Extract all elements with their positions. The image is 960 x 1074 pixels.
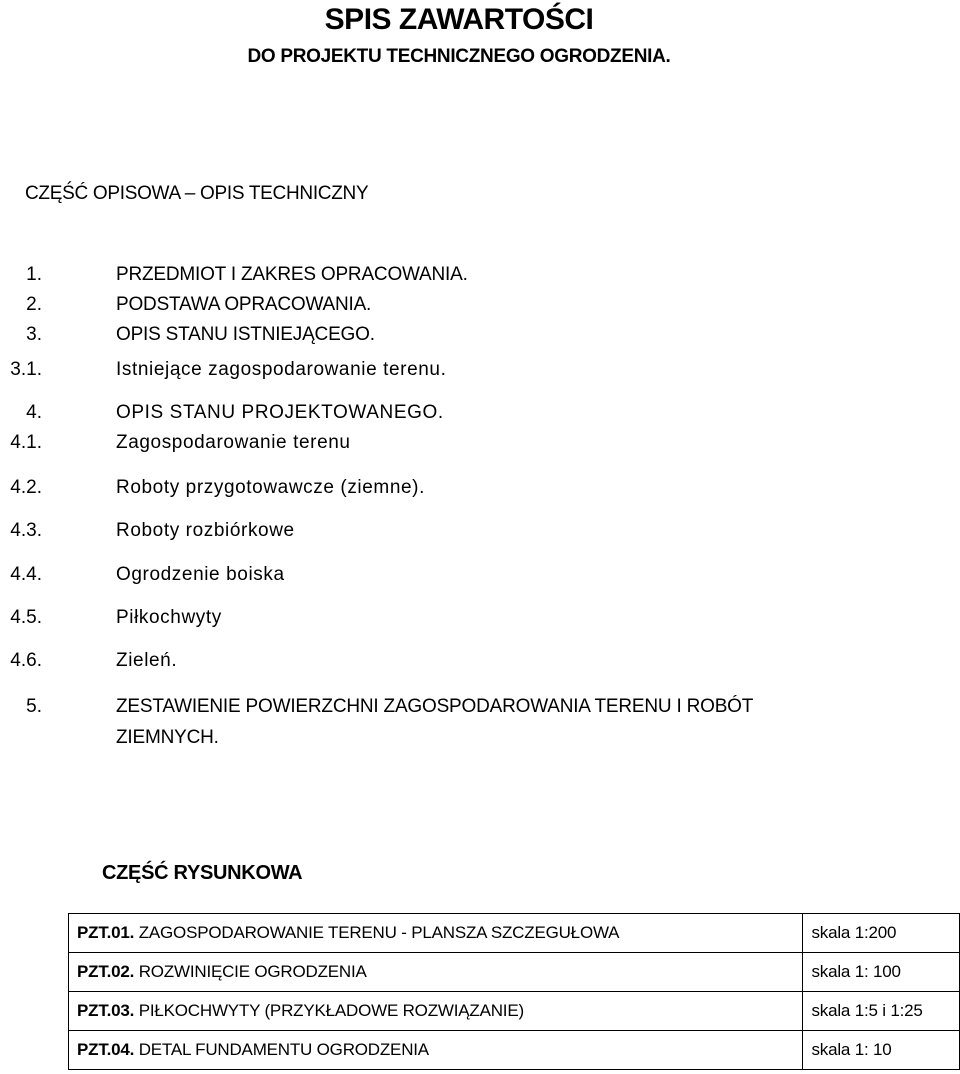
toc-entry: Roboty rozbiórkowe bbox=[116, 520, 295, 541]
drawing-code: PZT.01. bbox=[77, 923, 135, 942]
toc-entry: ZESTAWIENIE POWIERZCHNI ZAGOSPODAROWANIA TERENU I ROBÓT bbox=[116, 696, 754, 717]
table-row bbox=[69, 953, 960, 992]
toc-entry: Zieleń. bbox=[116, 650, 178, 671]
drawings-table bbox=[68, 913, 960, 1070]
document-title: SPIS ZAWARTOŚCI bbox=[324, 3, 594, 36]
drawing-scale: skala 1: 10 bbox=[803, 1031, 960, 1070]
toc-number: 3.1. bbox=[10, 359, 42, 380]
toc-entry: Roboty przygotowawcze (ziemne). bbox=[116, 477, 425, 498]
toc-entry-continuation: ZIEMNYCH. bbox=[116, 727, 219, 748]
drawing-code: PZT.03. bbox=[77, 1001, 135, 1020]
toc-number: 5. bbox=[26, 696, 42, 717]
drawing-title: PIŁKOCHWYTY (PRZYKŁADOWE ROZWIĄZANIE) bbox=[134, 1001, 524, 1020]
drawing-title-cell bbox=[69, 953, 803, 992]
toc-number: 4.1. bbox=[10, 432, 42, 453]
drawing-title: ZAGOSPODAROWANIE TERENU - PLANSZA SZCZEGUŁOWA bbox=[134, 923, 620, 942]
toc-entry: OPIS STANU ISTNIEJĄCEGO. bbox=[116, 324, 375, 345]
section-heading-rysunkowa: CZĘŚĆ RYSUNKOWA bbox=[102, 862, 303, 884]
toc-number: 2. bbox=[26, 294, 42, 315]
toc-entry: PODSTAWA OPRACOWANIA. bbox=[116, 294, 372, 315]
drawing-code: PZT.04. bbox=[77, 1040, 135, 1059]
toc-number: 4.6. bbox=[10, 650, 42, 671]
toc-number: 4. bbox=[26, 402, 42, 423]
toc-entry: Zagospodarowanie terenu bbox=[116, 432, 351, 453]
document-subtitle: DO PROJEKTU TECHNICZNEGO OGRODZENIA. bbox=[247, 46, 671, 67]
drawing-title: DETAL FUNDAMENTU OGRODZENIA bbox=[134, 1040, 429, 1059]
drawing-title-cell bbox=[69, 914, 803, 953]
drawing-title-cell bbox=[69, 992, 803, 1031]
toc-number: 4.4. bbox=[10, 564, 42, 585]
drawing-code: PZT.02. bbox=[77, 962, 135, 981]
drawing-scale: skala 1: 100 bbox=[803, 953, 960, 992]
section-heading-opisowa: CZĘŚĆ OPISOWA – OPIS TECHNICZNY bbox=[25, 183, 369, 204]
toc-entry: PRZEDMIOT I ZAKRES OPRACOWANIA. bbox=[116, 264, 468, 285]
toc-entry: Piłkochwyty bbox=[116, 607, 222, 628]
table-row bbox=[69, 914, 960, 953]
table-row bbox=[69, 992, 960, 1031]
toc-entry: OPIS STANU PROJEKTOWANEGO. bbox=[116, 402, 444, 423]
drawing-scale: skala 1:200 bbox=[803, 914, 960, 953]
toc-entry: Ogrodzenie boiska bbox=[116, 564, 285, 585]
toc-number: 4.2. bbox=[10, 477, 42, 498]
toc-number: 1. bbox=[26, 264, 42, 285]
toc-number: 3. bbox=[26, 324, 42, 345]
drawing-title: ROZWINIĘCIE OGRODZENIA bbox=[134, 962, 367, 981]
toc-number: 4.5. bbox=[10, 607, 42, 628]
drawing-scale: skala 1:5 i 1:25 bbox=[803, 992, 960, 1031]
toc-entry: Istniejące zagospodarowanie terenu. bbox=[116, 359, 447, 380]
toc-number: 4.3. bbox=[10, 520, 42, 541]
drawing-title-cell bbox=[69, 1031, 803, 1070]
table-row bbox=[69, 1031, 960, 1070]
